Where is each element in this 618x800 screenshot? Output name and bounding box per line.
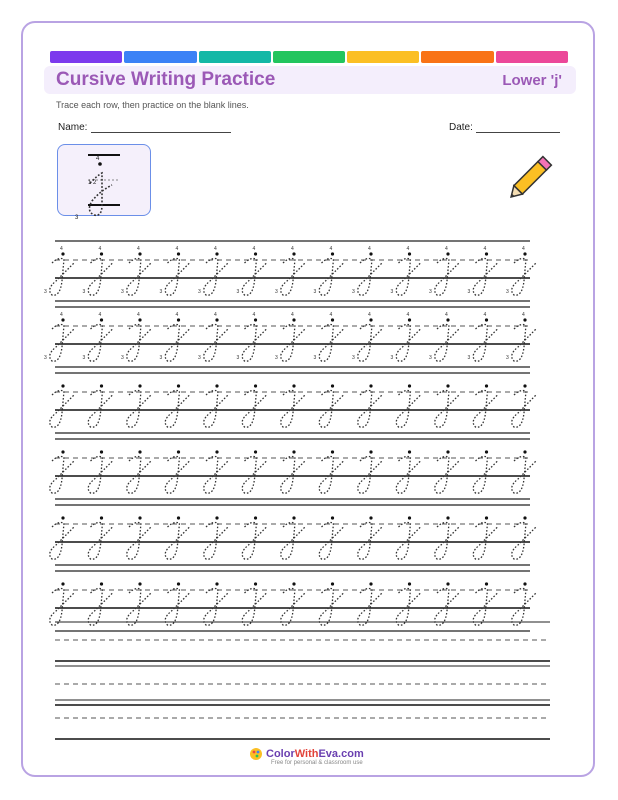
trace-letter-j bbox=[204, 582, 228, 625]
stroke-number: 3 bbox=[159, 355, 163, 361]
stroke-number: 4 bbox=[368, 312, 371, 318]
trace-letter-j bbox=[127, 582, 151, 625]
stroke-number: 3 bbox=[313, 355, 317, 361]
trace-row bbox=[50, 373, 536, 433]
stroke-num-1: 1 bbox=[88, 180, 92, 186]
trace-letter-j bbox=[50, 582, 74, 625]
stroke-number: 4 bbox=[406, 246, 410, 252]
trace-letter-j bbox=[396, 384, 420, 427]
trace-letter-j bbox=[204, 450, 228, 493]
trace-letter-j bbox=[242, 582, 266, 625]
stroke-number: 4 bbox=[445, 312, 448, 318]
trace-letter-j bbox=[468, 312, 498, 361]
stroke-number: 3 bbox=[82, 355, 86, 361]
stroke-number: 3 bbox=[352, 355, 355, 361]
trace-letter-j bbox=[435, 516, 459, 559]
trace-letter-j bbox=[237, 312, 267, 361]
stroke-number: 4 bbox=[291, 246, 294, 252]
stroke-number: 3 bbox=[236, 355, 240, 361]
trace-letter-j bbox=[435, 450, 459, 493]
trace-letter-j bbox=[352, 312, 382, 361]
trace-letter-j bbox=[319, 450, 343, 493]
stroke-number: 3 bbox=[429, 289, 432, 295]
trace-letter-j bbox=[165, 384, 189, 427]
page-title: Cursive Writing Practice bbox=[56, 69, 276, 90]
stroke-number: 4 bbox=[522, 312, 525, 318]
stroke-number: 3 bbox=[275, 355, 278, 361]
trace-letter-j bbox=[319, 582, 343, 625]
trace-letter-j bbox=[358, 450, 382, 493]
stroke-number: 3 bbox=[390, 355, 394, 361]
letter-badge: Lower 'j' bbox=[502, 72, 562, 89]
trace-letter-j bbox=[429, 312, 459, 361]
blank-practice-line bbox=[55, 666, 550, 705]
trace-row bbox=[50, 505, 536, 565]
trace-letter-j bbox=[50, 450, 74, 493]
footer-subtitle: Free for personal & classroom use bbox=[271, 760, 363, 766]
stroke-number: 4 bbox=[60, 246, 63, 252]
trace-letter-j bbox=[314, 246, 344, 295]
trace-letter-j bbox=[204, 516, 228, 559]
stroke-number: 4 bbox=[329, 246, 333, 252]
trace-letter-j bbox=[281, 450, 305, 493]
trace-letter-j bbox=[435, 384, 459, 427]
trace-letter-j bbox=[512, 516, 536, 559]
trace-letter-j bbox=[319, 384, 343, 427]
stroke-number: 3 bbox=[352, 289, 355, 295]
stroke-number: 3 bbox=[121, 289, 124, 295]
trace-letter-j bbox=[160, 312, 190, 361]
stroke-number: 4 bbox=[98, 246, 102, 252]
stroke-number: 3 bbox=[313, 289, 317, 295]
stroke-number: 3 bbox=[198, 355, 201, 361]
trace-letter-j bbox=[204, 384, 228, 427]
stroke-number: 3 bbox=[467, 289, 471, 295]
stroke-number: 3 bbox=[390, 289, 394, 295]
trace-letter-j bbox=[319, 516, 343, 559]
stroke-number: 3 bbox=[44, 289, 47, 295]
trace-letter-j bbox=[429, 246, 459, 295]
blank-practice-line bbox=[55, 700, 550, 739]
trace-letter-j bbox=[198, 312, 228, 361]
date-label: Date: bbox=[449, 122, 473, 133]
trace-letter-j bbox=[512, 582, 536, 625]
trace-letter-j bbox=[127, 384, 151, 427]
stroke-number: 4 bbox=[137, 246, 140, 252]
trace-letter-j bbox=[50, 516, 74, 559]
trace-letter-j bbox=[165, 582, 189, 625]
trace-letter-j bbox=[358, 582, 382, 625]
stroke-num-4: 4 bbox=[96, 156, 100, 162]
trace-letter-j bbox=[314, 312, 344, 361]
trace-letter-j bbox=[391, 246, 421, 295]
trace-letter-j bbox=[473, 516, 497, 559]
trace-letter-j bbox=[512, 384, 536, 427]
trace-letter-j bbox=[242, 516, 266, 559]
stroke-number: 4 bbox=[252, 312, 256, 318]
trace-letter-j bbox=[281, 516, 305, 559]
trace-letter-j bbox=[473, 384, 497, 427]
stroke-number: 4 bbox=[214, 312, 217, 318]
trace-letter-j bbox=[44, 312, 74, 361]
trace-letter-j bbox=[352, 246, 382, 295]
trace-letter-j bbox=[237, 246, 267, 295]
trace-letter-j bbox=[281, 384, 305, 427]
palette-icon bbox=[249, 747, 263, 761]
stroke-number: 3 bbox=[82, 289, 86, 295]
stroke-number: 3 bbox=[429, 355, 432, 361]
trace-letter-j bbox=[88, 582, 112, 625]
trace-letter-j bbox=[281, 582, 305, 625]
trace-letter-j bbox=[358, 384, 382, 427]
trace-letter-j bbox=[127, 516, 151, 559]
trace-letter-j bbox=[396, 516, 420, 559]
trace-letter-j bbox=[165, 450, 189, 493]
trace-letter-j bbox=[506, 246, 536, 295]
trace-row bbox=[44, 241, 536, 301]
trace-letter-j bbox=[160, 246, 190, 295]
trace-letter-j bbox=[275, 246, 305, 295]
trace-letter-j bbox=[88, 384, 112, 427]
trace-letter-j bbox=[358, 516, 382, 559]
trace-letter-j bbox=[396, 450, 420, 493]
stroke-number: 4 bbox=[137, 312, 140, 318]
trace-letter-j bbox=[242, 450, 266, 493]
blank-practice-line bbox=[55, 622, 550, 661]
trace-letter-j bbox=[473, 582, 497, 625]
stroke-number: 4 bbox=[291, 312, 294, 318]
stroke-number: 3 bbox=[506, 355, 509, 361]
trace-letter-j bbox=[242, 384, 266, 427]
trace-letter-j bbox=[165, 516, 189, 559]
stroke-number: 3 bbox=[275, 289, 278, 295]
stroke-number: 4 bbox=[483, 246, 487, 252]
trace-letter-j bbox=[50, 384, 74, 427]
stroke-number: 3 bbox=[467, 355, 471, 361]
stroke-number: 4 bbox=[406, 312, 410, 318]
stroke-num-3: 3 bbox=[75, 215, 79, 221]
stroke-number: 4 bbox=[175, 246, 179, 252]
trace-letter-j bbox=[506, 312, 536, 361]
stroke-number: 4 bbox=[98, 312, 102, 318]
trace-letter-j bbox=[83, 246, 113, 295]
stroke-number: 4 bbox=[329, 312, 333, 318]
trace-letter-j bbox=[83, 312, 113, 361]
trace-letter-j bbox=[473, 450, 497, 493]
trace-letter-j bbox=[127, 450, 151, 493]
trace-letter-j bbox=[121, 312, 151, 361]
stroke-number: 4 bbox=[175, 312, 179, 318]
stroke-number: 4 bbox=[252, 246, 256, 252]
trace-letter-j bbox=[435, 582, 459, 625]
instructions: Trace each row, then practice on the blank lines. bbox=[56, 100, 249, 110]
trace-letter-j bbox=[468, 246, 498, 295]
stroke-number: 4 bbox=[60, 312, 63, 318]
trace-letter-j bbox=[391, 312, 421, 361]
footer-brand[interactable]: ColorWithEva.com bbox=[266, 748, 364, 760]
stroke-num-2: 2 bbox=[93, 180, 97, 186]
trace-letter-j bbox=[44, 246, 74, 295]
stroke-number: 3 bbox=[506, 289, 509, 295]
stroke-number: 4 bbox=[445, 246, 448, 252]
stroke-number: 4 bbox=[522, 246, 525, 252]
trace-row bbox=[50, 439, 536, 499]
stroke-number: 3 bbox=[159, 289, 163, 295]
stroke-number: 3 bbox=[44, 355, 47, 361]
trace-letter-j bbox=[512, 450, 536, 493]
stroke-number: 4 bbox=[214, 246, 217, 252]
stroke-number: 3 bbox=[236, 289, 240, 295]
trace-letter-j bbox=[275, 312, 305, 361]
trace-letter-j bbox=[198, 246, 228, 295]
stroke-number: 4 bbox=[368, 246, 371, 252]
trace-letter-j bbox=[88, 450, 112, 493]
stroke-number: 4 bbox=[483, 312, 487, 318]
trace-letter-j bbox=[121, 246, 151, 295]
stroke-number: 3 bbox=[198, 289, 201, 295]
stroke-number: 3 bbox=[121, 355, 124, 361]
trace-letter-j bbox=[88, 516, 112, 559]
name-label: Name: bbox=[58, 122, 88, 133]
trace-letter-j bbox=[396, 582, 420, 625]
trace-row bbox=[44, 307, 536, 367]
